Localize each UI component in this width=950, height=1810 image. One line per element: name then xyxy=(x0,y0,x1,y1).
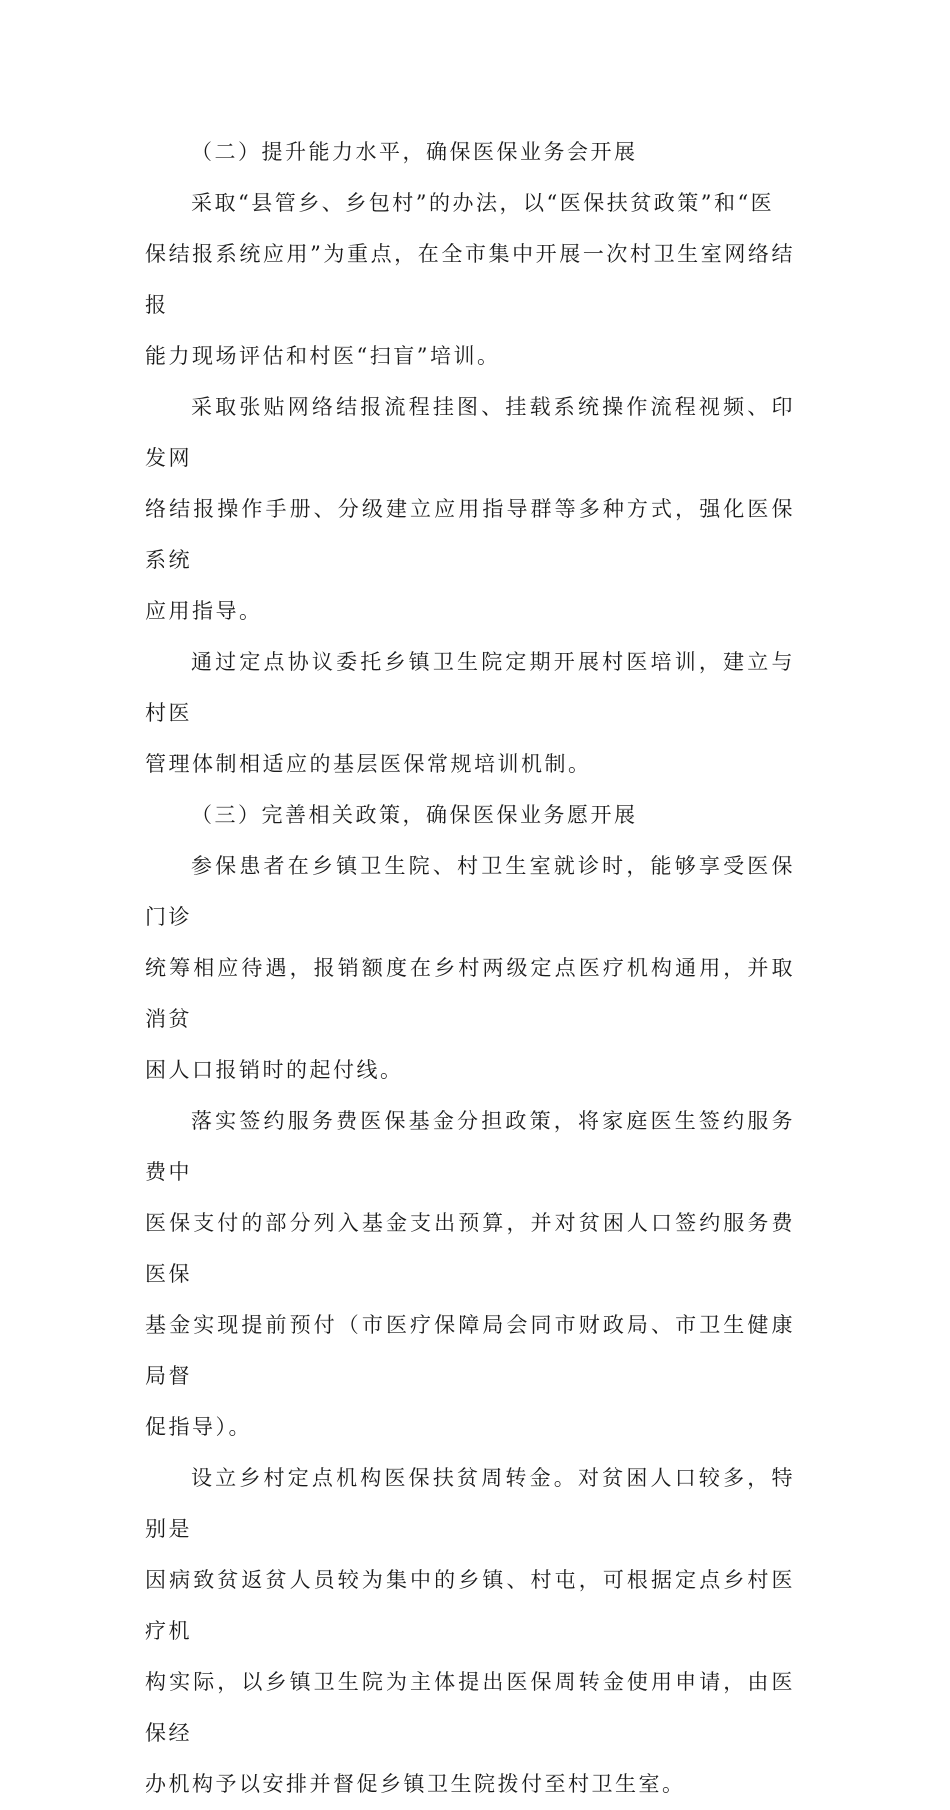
paragraph-line: 统筹相应待遇，报销额度在乡村两级定点医疗机构通用，并取消贫 xyxy=(145,956,795,1031)
paragraph-line: 保结报系统应用”为重点，在全市集中开展一次村卫生室网络结报 xyxy=(145,242,795,317)
paragraph-line: 因病致贫返贫人员较为集中的乡镇、村屯，可根据定点乡村医疗机 xyxy=(145,1568,795,1643)
paragraph-line: 采取“县管乡、乡包村”的办法，以“医保扶贫政策”和“医 xyxy=(191,191,775,215)
document-body xyxy=(145,127,795,1810)
section-heading-3: （三）完善相关政策，确保医保业务愿开展 xyxy=(191,803,638,827)
paragraph-line: 设立乡村定点机构医保扶贫周转金。对贫困人口较多，特别是 xyxy=(145,1466,795,1541)
paragraph-line: 采取张贴网络结报流程挂图、挂载系统操作流程视频、印发网 xyxy=(145,395,795,470)
paragraph-line: 管理体制相适应的基层医保常规培训机制。 xyxy=(145,752,592,776)
paragraph-line: 落实签约服务费医保基金分担政策，将家庭医生签约服务费中 xyxy=(145,1109,795,1184)
paragraph-line: 办机构予以安排并督促乡镇卫生院拨付至村卫生室。 xyxy=(145,1772,686,1796)
section-heading-2: （二）提升能力水平，确保医保业务会开展 xyxy=(191,140,638,164)
paragraph-line: 应用指导。 xyxy=(145,599,263,623)
paragraph-line: 参保患者在乡镇卫生院、村卫生室就诊时，能够享受医保门诊 xyxy=(145,854,795,929)
paragraph-line: 困人口报销时的起付线。 xyxy=(145,1058,404,1082)
paragraph-line: 构实际，以乡镇卫生院为主体提出医保周转金使用申请，由医保经 xyxy=(145,1670,795,1745)
paragraph-line: 促指导）。 xyxy=(145,1415,252,1439)
paragraph-line: 医保支付的部分列入基金支出预算，并对贫困人口签约服务费医保 xyxy=(145,1211,795,1286)
paragraph-line: 基金实现提前预付（市医疗保障局会同市财政局、市卫生健康局督 xyxy=(145,1313,795,1388)
paragraph-line: 能力现场评估和村医“扫盲”培训。 xyxy=(145,344,501,368)
paragraph-line: 络结报操作手册、分级建立应用指导群等多种方式，强化医保系统 xyxy=(145,497,795,572)
paragraph-line: 通过定点协议委托乡镇卫生院定期开展村医培训，建立与村医 xyxy=(145,650,795,725)
